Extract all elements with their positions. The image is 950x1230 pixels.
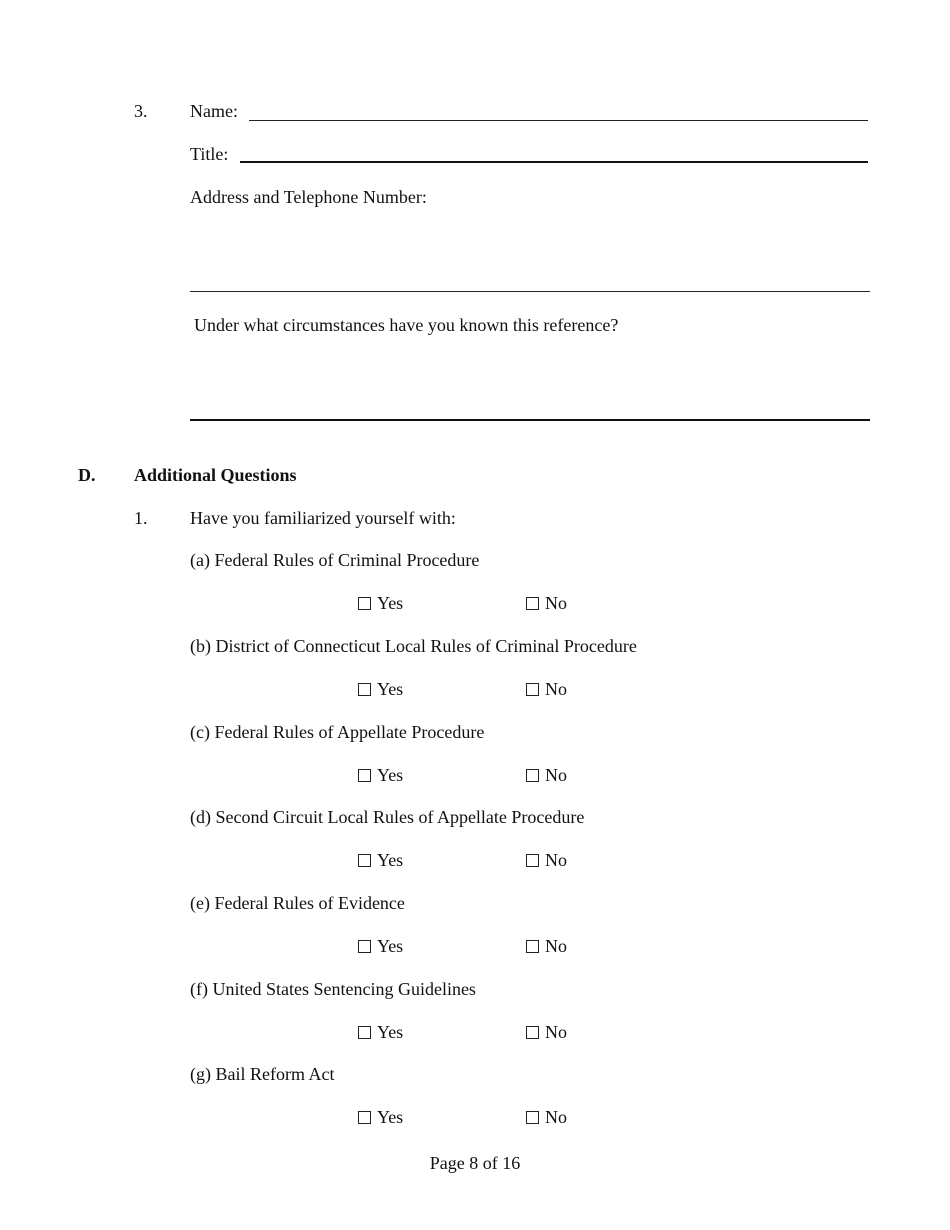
checkbox-icon[interactable] — [358, 854, 371, 867]
no-option[interactable] — [526, 764, 567, 786]
no-label: No — [545, 679, 567, 699]
no-label: No — [545, 936, 567, 956]
item-label: (a) Federal Rules of Criminal Procedure — [190, 550, 480, 570]
no-option[interactable] — [526, 935, 567, 957]
checkbox-icon[interactable] — [526, 597, 539, 610]
item-label: (c) Federal Rules of Appellate Procedure — [190, 722, 485, 742]
checkbox-icon[interactable] — [358, 683, 371, 696]
yes-label: Yes — [377, 1107, 404, 1127]
title-label: Title: — [190, 144, 229, 164]
yes-label: Yes — [377, 593, 404, 613]
question-text: Have you familiarized yourself with: — [190, 508, 456, 528]
yes-option[interactable] — [358, 764, 403, 786]
checkbox-icon[interactable] — [526, 1111, 539, 1124]
reference-number: 3. — [134, 101, 148, 121]
yes-label: Yes — [377, 850, 404, 870]
yes-label: Yes — [377, 765, 404, 785]
checkbox-icon[interactable] — [358, 1111, 371, 1124]
item-label: (b) District of Connecticut Local Rules of Criminal Procedure — [190, 636, 637, 656]
yes-label: Yes — [377, 679, 404, 699]
no-label: No — [545, 765, 567, 785]
title-field[interactable] — [240, 161, 868, 163]
yes-option[interactable] — [358, 935, 403, 957]
checkbox-icon[interactable] — [358, 1026, 371, 1039]
address-field[interactable] — [190, 291, 870, 292]
section-title: Additional Questions — [134, 465, 297, 485]
yes-option[interactable] — [358, 592, 403, 614]
no-label: No — [545, 1022, 567, 1042]
circumstances-field[interactable] — [190, 419, 870, 421]
checkbox-icon[interactable] — [526, 854, 539, 867]
yes-option[interactable] — [358, 1021, 403, 1043]
no-option[interactable] — [526, 1021, 567, 1043]
item-label: (f) United States Sentencing Guidelines — [190, 979, 476, 999]
yes-option[interactable] — [358, 849, 403, 871]
no-option[interactable] — [526, 1106, 567, 1128]
no-label: No — [545, 850, 567, 870]
no-label: No — [545, 1107, 567, 1127]
yes-option[interactable] — [358, 1106, 403, 1128]
no-label: No — [545, 593, 567, 613]
circumstances-label: Under what circumstances have you known this reference? — [194, 315, 619, 335]
item-label: (g) Bail Reform Act — [190, 1064, 335, 1084]
checkbox-icon[interactable] — [526, 769, 539, 782]
question-number: 1. — [134, 508, 148, 528]
checkbox-icon[interactable] — [358, 597, 371, 610]
yes-label: Yes — [377, 1022, 404, 1042]
no-option[interactable] — [526, 678, 567, 700]
checkbox-icon[interactable] — [526, 940, 539, 953]
page-number: Page 8 of 16 — [429, 1153, 521, 1173]
item-label: (d) Second Circuit Local Rules of Appellate Procedure — [190, 807, 585, 827]
checkbox-icon[interactable] — [526, 683, 539, 696]
yes-option[interactable] — [358, 678, 403, 700]
checkbox-icon[interactable] — [526, 1026, 539, 1039]
name-field[interactable] — [249, 120, 868, 121]
address-label: Address and Telephone Number: — [190, 187, 427, 207]
checkbox-icon[interactable] — [358, 769, 371, 782]
no-option[interactable] — [526, 849, 567, 871]
no-option[interactable] — [526, 592, 567, 614]
yes-label: Yes — [377, 936, 404, 956]
item-label: (e) Federal Rules of Evidence — [190, 893, 405, 913]
section-letter: D. — [78, 465, 96, 485]
name-label: Name: — [190, 101, 238, 121]
checkbox-icon[interactable] — [358, 940, 371, 953]
